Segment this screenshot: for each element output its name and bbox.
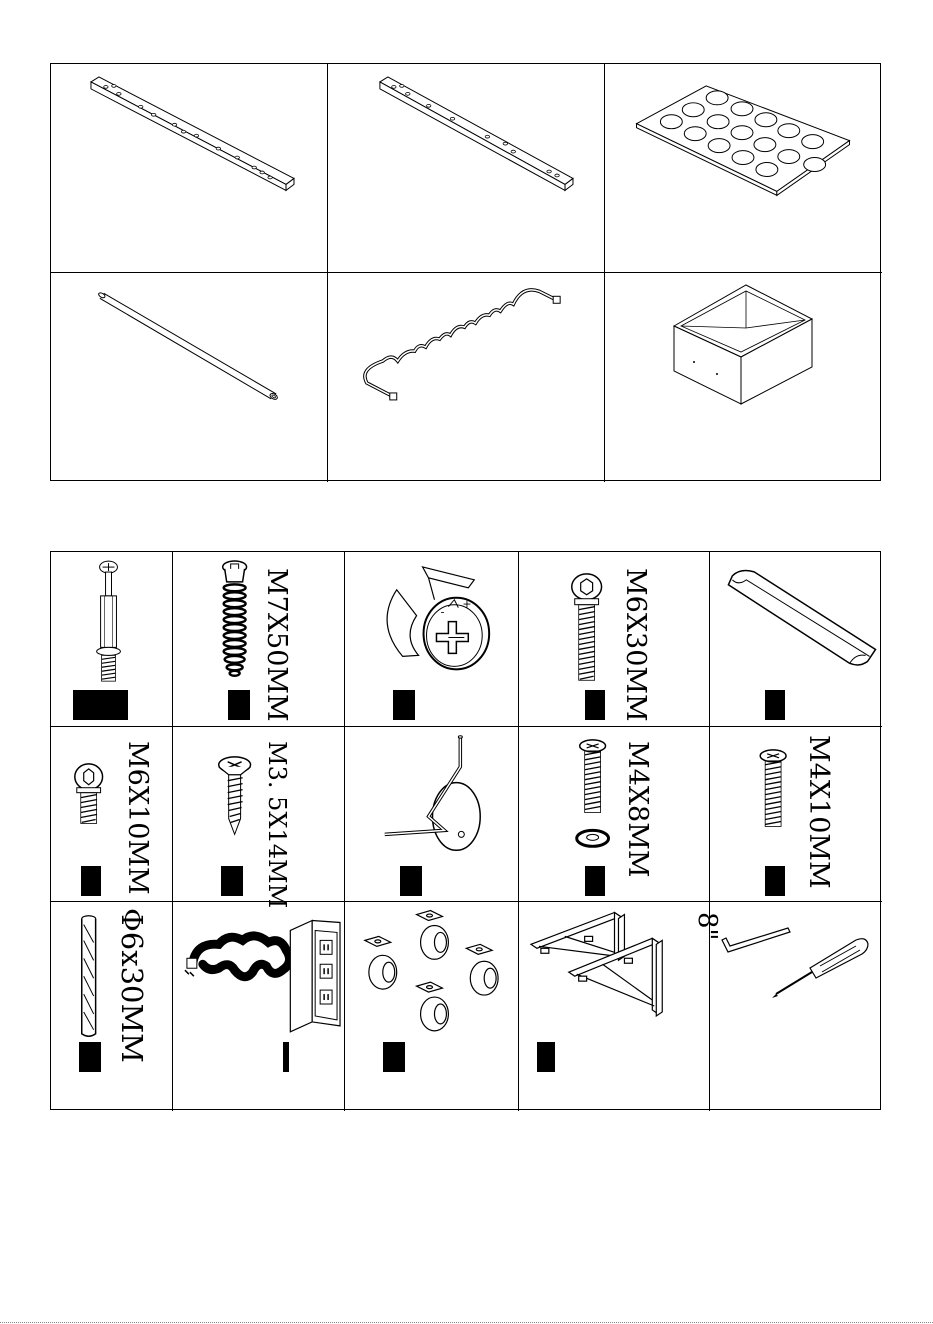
part-letter-tag bbox=[79, 1042, 101, 1072]
screwdriver-icon bbox=[772, 939, 868, 998]
hex-bolt-short-icon bbox=[51, 727, 172, 901]
wavy-wire-rail-icon bbox=[328, 273, 604, 482]
caster-wheel-icon bbox=[345, 902, 518, 1111]
perforated-panel-icon bbox=[605, 64, 882, 272]
hex-bolt-icon bbox=[519, 552, 709, 726]
hardware-cell-cam-lock bbox=[345, 552, 519, 727]
part-letter-tag bbox=[81, 866, 101, 896]
hardware-cell-m6x10 bbox=[51, 727, 173, 902]
allen-key-icon bbox=[722, 928, 790, 952]
cam-lock-nut-icon bbox=[345, 552, 518, 726]
hardware-cell-cam-bolt bbox=[51, 552, 173, 727]
part-letter-tag bbox=[537, 1042, 555, 1072]
panel-parts-grid bbox=[50, 63, 881, 481]
size-label-bracket: 8" bbox=[692, 912, 722, 941]
hardware-cell-m7x50 bbox=[173, 552, 345, 727]
part-letter-tag bbox=[765, 690, 785, 720]
size-label-m6x10: M6X10MM bbox=[122, 741, 153, 895]
part-letter-tag bbox=[283, 1042, 289, 1072]
size-label-m35x14: M3. 5X14MM bbox=[263, 741, 291, 909]
rod-icon bbox=[51, 273, 327, 482]
part-letter-tag bbox=[73, 690, 128, 720]
part-cell-perforated-panel bbox=[605, 64, 882, 273]
hardware-cell-tools bbox=[710, 902, 882, 1111]
hardware-cell-dowel bbox=[51, 902, 173, 1111]
hardware-cell-power-outlet bbox=[173, 902, 345, 1111]
power-outlet-icon bbox=[173, 902, 344, 1111]
hardware-cell-handle bbox=[710, 552, 882, 727]
part-cell-slotted-bar bbox=[51, 64, 328, 273]
part-letter-tag bbox=[221, 866, 243, 896]
part-letter-tag bbox=[585, 690, 605, 720]
slotted-bar-short-icon bbox=[328, 64, 604, 272]
part-letter-tag bbox=[400, 866, 422, 896]
wood-screw-icon bbox=[173, 727, 344, 901]
wood-dowel-icon bbox=[51, 902, 172, 1111]
hardware-cell-m35x14 bbox=[173, 727, 345, 909]
folding-bracket-icon bbox=[519, 902, 709, 1111]
hardware-cell-brackets bbox=[519, 902, 722, 1111]
bar-handle-icon bbox=[710, 552, 882, 726]
slotted-bar-icon bbox=[51, 64, 327, 272]
machine-screw-icon bbox=[710, 727, 882, 901]
page-edge bbox=[0, 1322, 933, 1323]
part-letter-tag bbox=[585, 866, 605, 896]
machine-screw-washer-icon bbox=[519, 727, 709, 901]
hardware-cell-m6x30 bbox=[519, 552, 710, 727]
size-label-m4x10: M4X10MM bbox=[803, 735, 834, 889]
part-letter-tag bbox=[393, 690, 415, 720]
size-label-dowel: Φ6x30MM bbox=[115, 908, 149, 1063]
size-label-m4x8: M4X8MM bbox=[622, 741, 653, 878]
hardware-cell-m4x8 bbox=[519, 727, 710, 902]
part-cell-slotted-bar-2 bbox=[328, 64, 605, 273]
part-cell-wavy-rail bbox=[328, 273, 605, 482]
hardware-cell-casters bbox=[345, 902, 519, 1111]
hardware-cell-hook bbox=[345, 727, 519, 902]
cam-screw-icon bbox=[173, 552, 344, 726]
tools-icon bbox=[710, 902, 882, 1111]
svg-text:+: + bbox=[462, 597, 472, 611]
hardware-parts-grid bbox=[50, 551, 881, 1110]
wall-hook-icon bbox=[345, 727, 518, 901]
part-letter-tag bbox=[228, 690, 250, 720]
hardware-cell-m4x10 bbox=[710, 727, 882, 902]
size-label-m7x50: M7X50MM bbox=[261, 568, 292, 722]
size-label-m6x30: M6X30MM bbox=[620, 568, 651, 722]
part-letter-tag bbox=[383, 1042, 405, 1072]
box-drawer-icon bbox=[605, 273, 882, 482]
part-cell-box bbox=[605, 273, 882, 482]
part-letter-tag bbox=[765, 866, 785, 896]
part-cell-rod bbox=[51, 273, 328, 482]
svg-text:-: - bbox=[440, 605, 445, 619]
